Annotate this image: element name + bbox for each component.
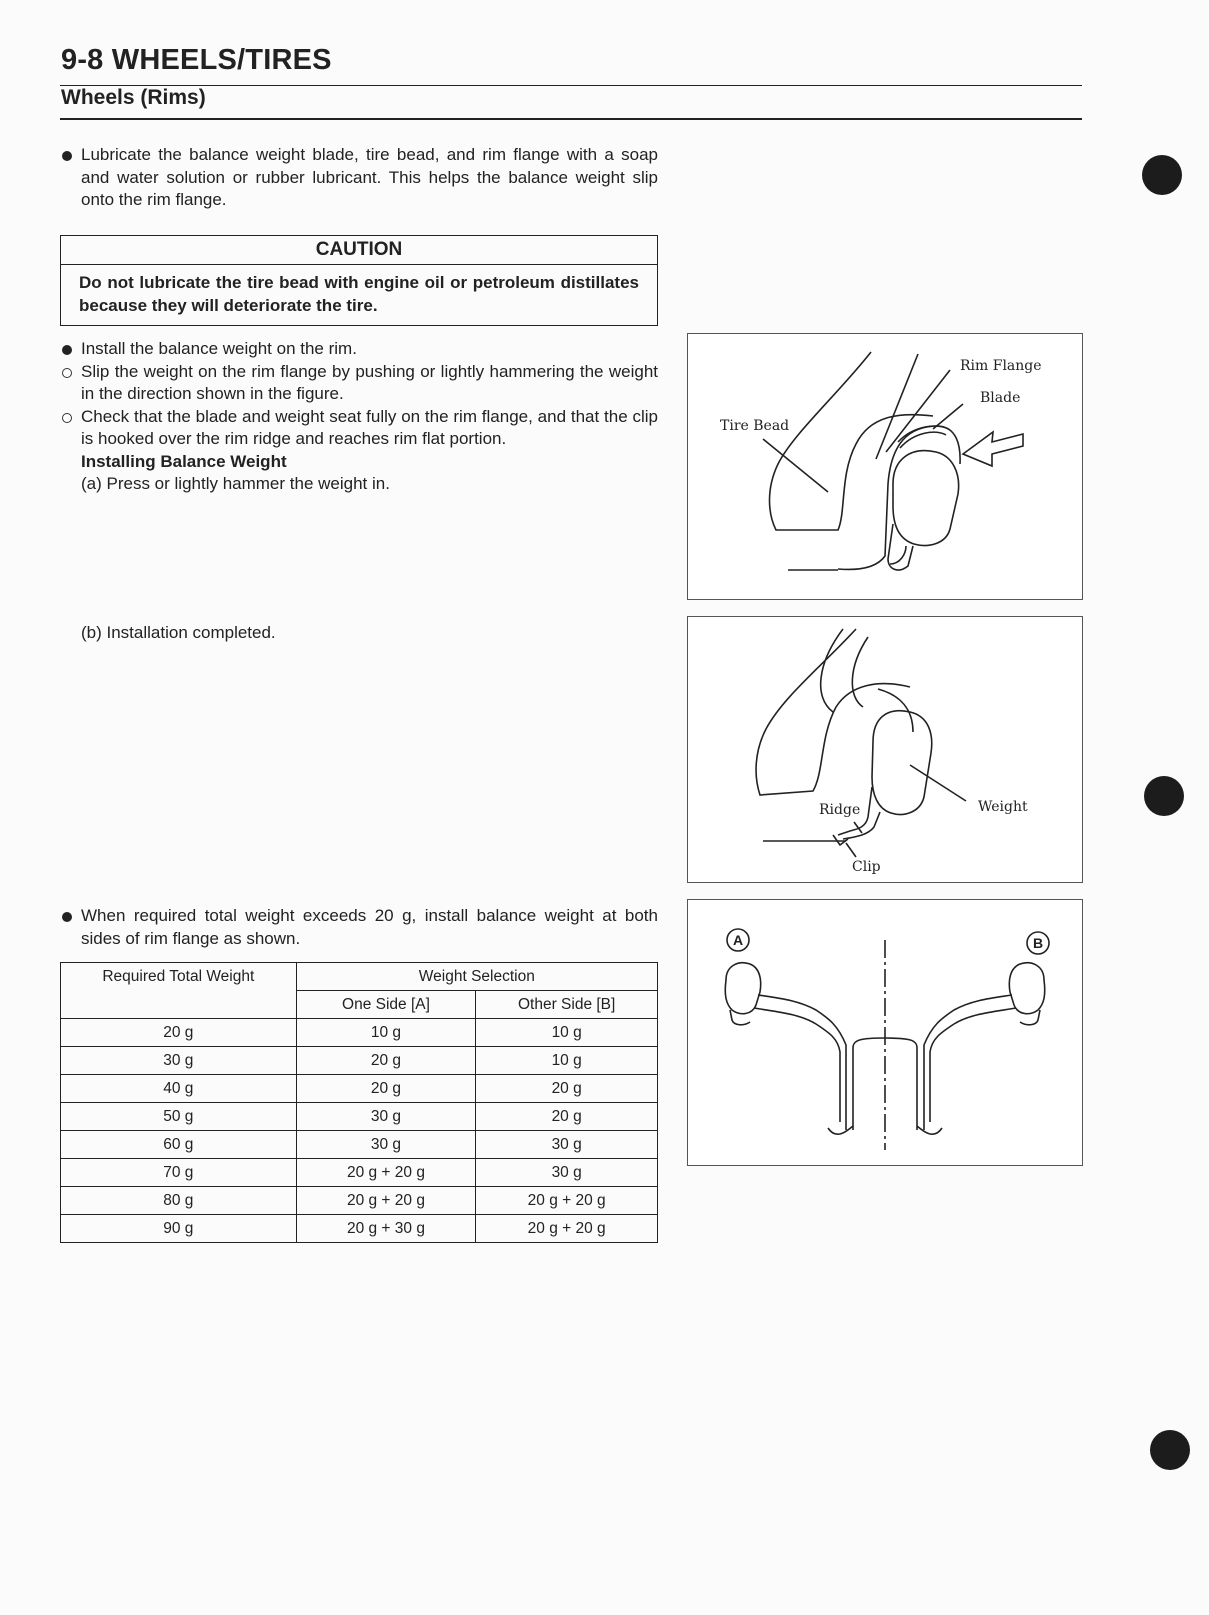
cell-required: 80 g bbox=[61, 1187, 297, 1215]
cell-one-side: 20 g + 30 g bbox=[296, 1215, 476, 1243]
step-b-block bbox=[60, 622, 658, 645]
cell-one-side: 30 g bbox=[296, 1103, 476, 1131]
step-a: (a) Press or lightly hammer the weight in. bbox=[81, 474, 390, 493]
cell-other-side: 30 g bbox=[476, 1131, 658, 1159]
cell-one-side: 20 g + 20 g bbox=[296, 1159, 476, 1187]
label-ridge: Ridge bbox=[819, 802, 861, 818]
cell-required: 30 g bbox=[61, 1047, 297, 1075]
cell-one-side: 10 g bbox=[296, 1019, 476, 1047]
cell-one-side: 20 g bbox=[296, 1075, 476, 1103]
figure-press-weight bbox=[687, 333, 1083, 600]
installing-heading: Installing Balance Weight bbox=[81, 451, 287, 471]
sub-bullet-icon bbox=[62, 413, 72, 423]
cell-one-side: 20 g + 20 g bbox=[296, 1187, 476, 1215]
table-row bbox=[61, 1047, 658, 1075]
bullet-icon bbox=[62, 912, 72, 922]
table-row bbox=[61, 1075, 658, 1103]
label-side-b: B bbox=[1032, 935, 1044, 951]
caution-heading: CAUTION bbox=[61, 236, 657, 265]
table-row bbox=[61, 1215, 658, 1243]
col-weight-selection: Weight Selection bbox=[296, 963, 657, 991]
cell-required: 50 g bbox=[61, 1103, 297, 1131]
cell-one-side: 20 g bbox=[296, 1047, 476, 1075]
cell-other-side: 20 g bbox=[476, 1075, 658, 1103]
page-title: 9-8 WHEELS/TIRES bbox=[61, 44, 332, 76]
cell-other-side: 30 g bbox=[476, 1159, 658, 1187]
install-steps: Install the balance weight on the rim. Slip the weight on the rim flange by pushing or lightly hammering the weight in the direction shown in the figure. Check that the blade and weight seat fully on the rim flange, and that the clip is hooked over the rim ridge and reaches rim flat portion. Installing Balance Weight (a) Press or lightly hammer the weight in. bbox=[60, 338, 658, 496]
table-row bbox=[61, 1103, 658, 1131]
cell-other-side: 20 g bbox=[476, 1103, 658, 1131]
bullet-icon bbox=[62, 345, 72, 355]
col-one-side: One Side [A] bbox=[296, 991, 476, 1019]
cell-other-side: 20 g + 20 g bbox=[476, 1215, 658, 1243]
label-rim-flange: Rim Flange bbox=[960, 358, 1042, 374]
cell-other-side: 10 g bbox=[476, 1019, 658, 1047]
cell-other-side: 10 g bbox=[476, 1047, 658, 1075]
cell-required: 20 g bbox=[61, 1019, 297, 1047]
figure-installation-completed bbox=[687, 616, 1083, 883]
label-blade: Blade bbox=[980, 390, 1021, 406]
cell-required: 60 g bbox=[61, 1131, 297, 1159]
figure-both-sides-drawing bbox=[688, 900, 1082, 1165]
label-clip: Clip bbox=[852, 859, 881, 875]
bullet-icon bbox=[62, 151, 72, 161]
label-tire-bead: Tire Bead bbox=[720, 418, 790, 434]
label-weight: Weight bbox=[978, 799, 1028, 815]
table-row bbox=[61, 1131, 658, 1159]
section-title: Wheels (Rims) bbox=[61, 86, 206, 109]
cell-other-side: 20 g + 20 g bbox=[476, 1187, 658, 1215]
label-side-a: A bbox=[732, 932, 744, 948]
weight-selection-table bbox=[60, 962, 658, 1243]
cell-required: 90 g bbox=[61, 1215, 297, 1243]
exceeds-step: When required total weight exceeds 20 g, install balance weight at both sides of rim flange as shown. bbox=[60, 905, 658, 950]
cell-required: 70 g bbox=[61, 1159, 297, 1187]
lubricate-step: Lubricate the balance weight blade, tire bead, and rim flange with a soap and water solution or rubber lubricant. This helps the balance weight slip onto the rim flange. bbox=[60, 144, 658, 212]
table-row bbox=[61, 1187, 658, 1215]
col-required-total-weight: Required Total Weight bbox=[61, 963, 297, 1019]
figure-installation-completed-drawing bbox=[688, 617, 1082, 882]
cell-one-side: 30 g bbox=[296, 1131, 476, 1159]
table-row bbox=[61, 1159, 658, 1187]
sub-bullet-icon bbox=[62, 368, 72, 378]
binder-hole bbox=[1150, 1430, 1190, 1470]
col-other-side: Other Side [B] bbox=[476, 991, 658, 1019]
cell-required: 40 g bbox=[61, 1075, 297, 1103]
caution-box bbox=[60, 235, 658, 326]
binder-hole bbox=[1144, 776, 1184, 816]
figure-both-sides bbox=[687, 899, 1083, 1166]
caution-text: Do not lubricate the tire bead with engine oil or petroleum distillates because they will deteriorate the tire. bbox=[79, 273, 639, 315]
table-row bbox=[61, 1019, 658, 1047]
step-b: (b) Installation completed. bbox=[81, 623, 276, 642]
header-rule bbox=[60, 85, 1082, 86]
table-header-row bbox=[61, 963, 658, 991]
figure-press-weight-drawing bbox=[688, 334, 1082, 599]
header-rule-bottom bbox=[60, 118, 1082, 120]
binder-hole bbox=[1142, 155, 1182, 195]
